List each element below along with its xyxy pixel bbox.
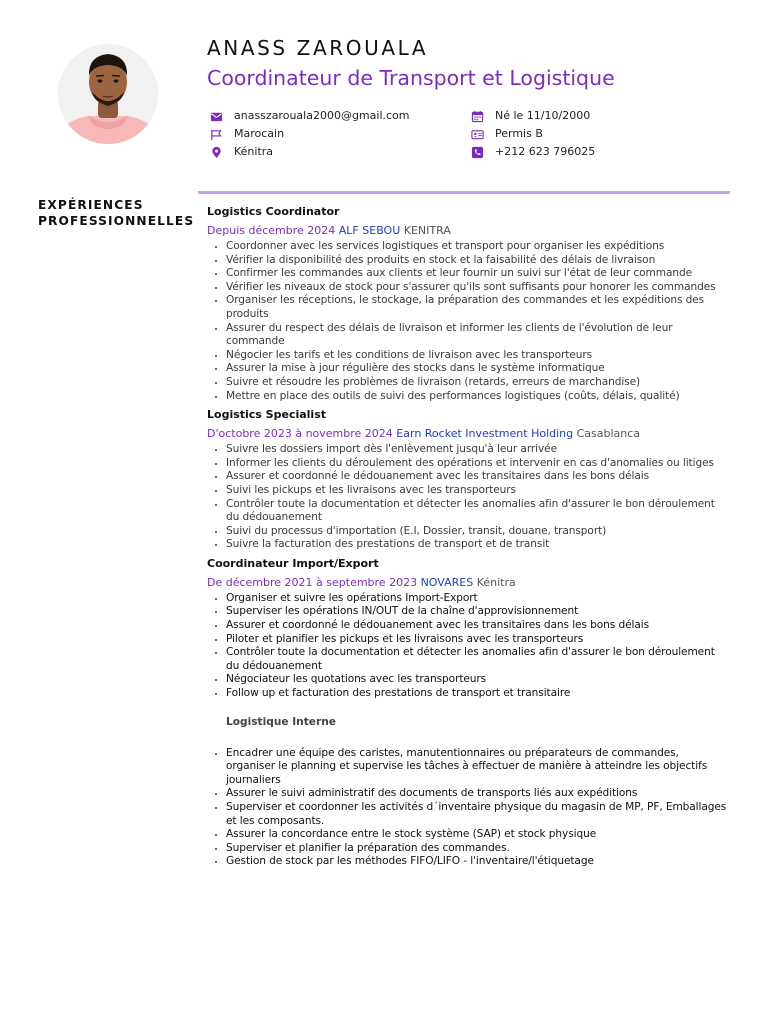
candidate-title: Coordinateur de Transport et Logistique xyxy=(207,66,615,90)
bullet-item: • Contrôler toute la documentation et détecter les anomalies afin d'assurer le bon déroulement du dédouanement xyxy=(226,498,731,525)
bullet-item: • Vérifier les niveaux de stock pour s'assurer qu'ils sont suffisants pour honorer les commandes xyxy=(226,281,731,295)
bullet-item: • Assurer et coordonné le dédouanement avec les transitaires dans les bons délais xyxy=(226,619,731,633)
birth-text: Né le 11/10/2000 xyxy=(495,109,591,122)
location-text: Kénitra xyxy=(234,145,274,158)
bullet-item: • Négociateur les quotations avec les transporteurs xyxy=(226,673,731,687)
bullet-item: • Coordonner avec les services logistiques et transport pour organiser les expéditions xyxy=(226,240,731,254)
bullet-item: • Confirmer les commandes aux clients et leur fournir un suivi sur l'état de leur commande xyxy=(226,267,731,281)
bullet-item: • Suivi du processus d'importation (E.I, Dossier, transit, douane, transport) xyxy=(226,525,731,539)
bullet-item: • Assurer et coordonné le dédouanement avec les transitaires dans les bons délais xyxy=(226,470,731,484)
bullet-item: • Organiser et suivre les opérations Import-Export xyxy=(226,592,731,606)
job-bullets xyxy=(207,443,731,552)
job-company: NOVARES xyxy=(420,575,474,589)
job-title: Logistics Specialist xyxy=(207,408,327,422)
job-meta xyxy=(207,426,731,441)
experience-list xyxy=(207,204,731,873)
bullet-item: • Organiser les réceptions, le stockage, la préparation des commandes et les expéditions des produits xyxy=(226,294,731,321)
bullet-item: • Vérifier la disponibilité des produits en stock et la faisabilité des délais de livraison xyxy=(226,254,731,268)
job-entry xyxy=(207,407,731,552)
bullet-item: • Suivre et résoudre les problèmes de livraison (retards, erreurs de marchandise) xyxy=(226,376,731,390)
bullet-item: • Informer les clients du déroulement des opérations et intervenir en cas d'anomalies ou litiges xyxy=(226,457,731,471)
bullet-item: • Suivre les dossiers import dès l'enlèvement jusqu'à leur arrivée xyxy=(226,443,731,457)
bullet-item: • Gestion de stock par les méthodes FIFO/LIFO - l'inventaire/l'étiquetage xyxy=(226,855,731,869)
bullet-item: • Assurer du respect des délais de livraison et informer les clients de l'évolution de leur commande xyxy=(226,322,731,349)
phone-icon xyxy=(471,146,484,159)
section-title xyxy=(38,197,194,229)
id-card-icon xyxy=(471,128,484,141)
job-entry xyxy=(207,556,731,869)
job-bullets-secondary xyxy=(207,747,731,869)
job-meta xyxy=(207,575,731,590)
job-company: ALF SEBOU xyxy=(338,224,401,237)
bullet-item: • Follow up et facturation des prestations de transport et transitaire xyxy=(226,687,731,701)
job-place: Kénitra xyxy=(476,575,516,589)
phone-text: +212 623 796025 xyxy=(495,145,596,158)
email-text: anasszarouala2000@gmail.com xyxy=(234,109,410,122)
bullet-item: • Suivi les pickups et les livraisons avec les transporteurs xyxy=(226,484,731,498)
section-title-line2: PROFESSIONNELLES xyxy=(38,214,195,228)
job-date: D'octobre 2023 à novembre 2024 xyxy=(207,427,393,441)
map-pin-icon xyxy=(210,146,223,159)
job-bullets xyxy=(207,240,731,403)
job-date: Depuis décembre 2024 xyxy=(207,224,336,237)
flag-icon xyxy=(210,128,223,141)
bullet-item: • Encadrer une équipe des caristes, manutentionnaires ou préparateurs de commandes, organiser le planning et supervise les tâches à effectuer de manière à atteindre les objectifs journaliers xyxy=(226,747,731,788)
section-divider xyxy=(198,191,730,194)
mail-icon xyxy=(210,110,223,123)
bullet-item: • Mettre en place des outils de suivi des performances logistiques (coûts, délais, qualité) xyxy=(226,390,731,404)
job-title: Coordinateur Import/Export xyxy=(207,556,379,570)
job-date: De décembre 2021 à septembre 2023 xyxy=(207,575,418,589)
candidate-name: ANASS ZAROUALA xyxy=(207,36,429,60)
job-meta xyxy=(207,223,731,238)
bullet-item: • Superviser les opérations IN/OUT de la chaîne d'approvisionnement xyxy=(226,605,731,619)
bullet-item: • Superviser et planifier la préparation des commandes. xyxy=(226,842,731,856)
bullet-item: • Assurer la concordance entre le stock système (SAP) et stock physique xyxy=(226,828,731,842)
job-place: KENITRA xyxy=(403,224,451,237)
job-company: Earn Rocket Investment Holding xyxy=(396,427,574,441)
bullet-item: • Superviser et coordonner les activités d´inventaire physique du magasin de MP, PF, Emballages et les composants. xyxy=(226,801,731,828)
license-text: Permis B xyxy=(495,127,543,140)
job-title: Logistics Coordinator xyxy=(207,205,340,218)
job-place: Casablanca xyxy=(576,427,641,441)
job-entry xyxy=(207,204,731,403)
bullet-item: • Négocier les tarifs et les conditions de livraison avec les transporteurs xyxy=(226,349,731,363)
bullet-item: • Assurer le suivi administratif des documents de transports liés aux expéditions xyxy=(226,787,731,801)
profile-photo xyxy=(58,44,158,144)
nationality-text: Marocain xyxy=(234,127,285,140)
section-title-line1: EXPÉRIENCES xyxy=(38,198,144,212)
bullet-item: • Suivre la facturation des prestations de transport et de transit xyxy=(226,538,731,552)
bullet-item: • Piloter et planifier les pickups et les livraisons avec les transporteurs xyxy=(226,633,731,647)
subsection-heading: Logistique Interne xyxy=(226,715,336,728)
calendar-icon xyxy=(471,110,484,123)
bullet-item: • Assurer la mise à jour régulière des stocks dans le système informatique xyxy=(226,362,731,376)
job-bullets xyxy=(207,592,731,701)
bullet-item: • Contrôler toute la documentation et détecter les anomalies afin d'assurer le bon déroulement du dédouanement xyxy=(226,646,731,673)
